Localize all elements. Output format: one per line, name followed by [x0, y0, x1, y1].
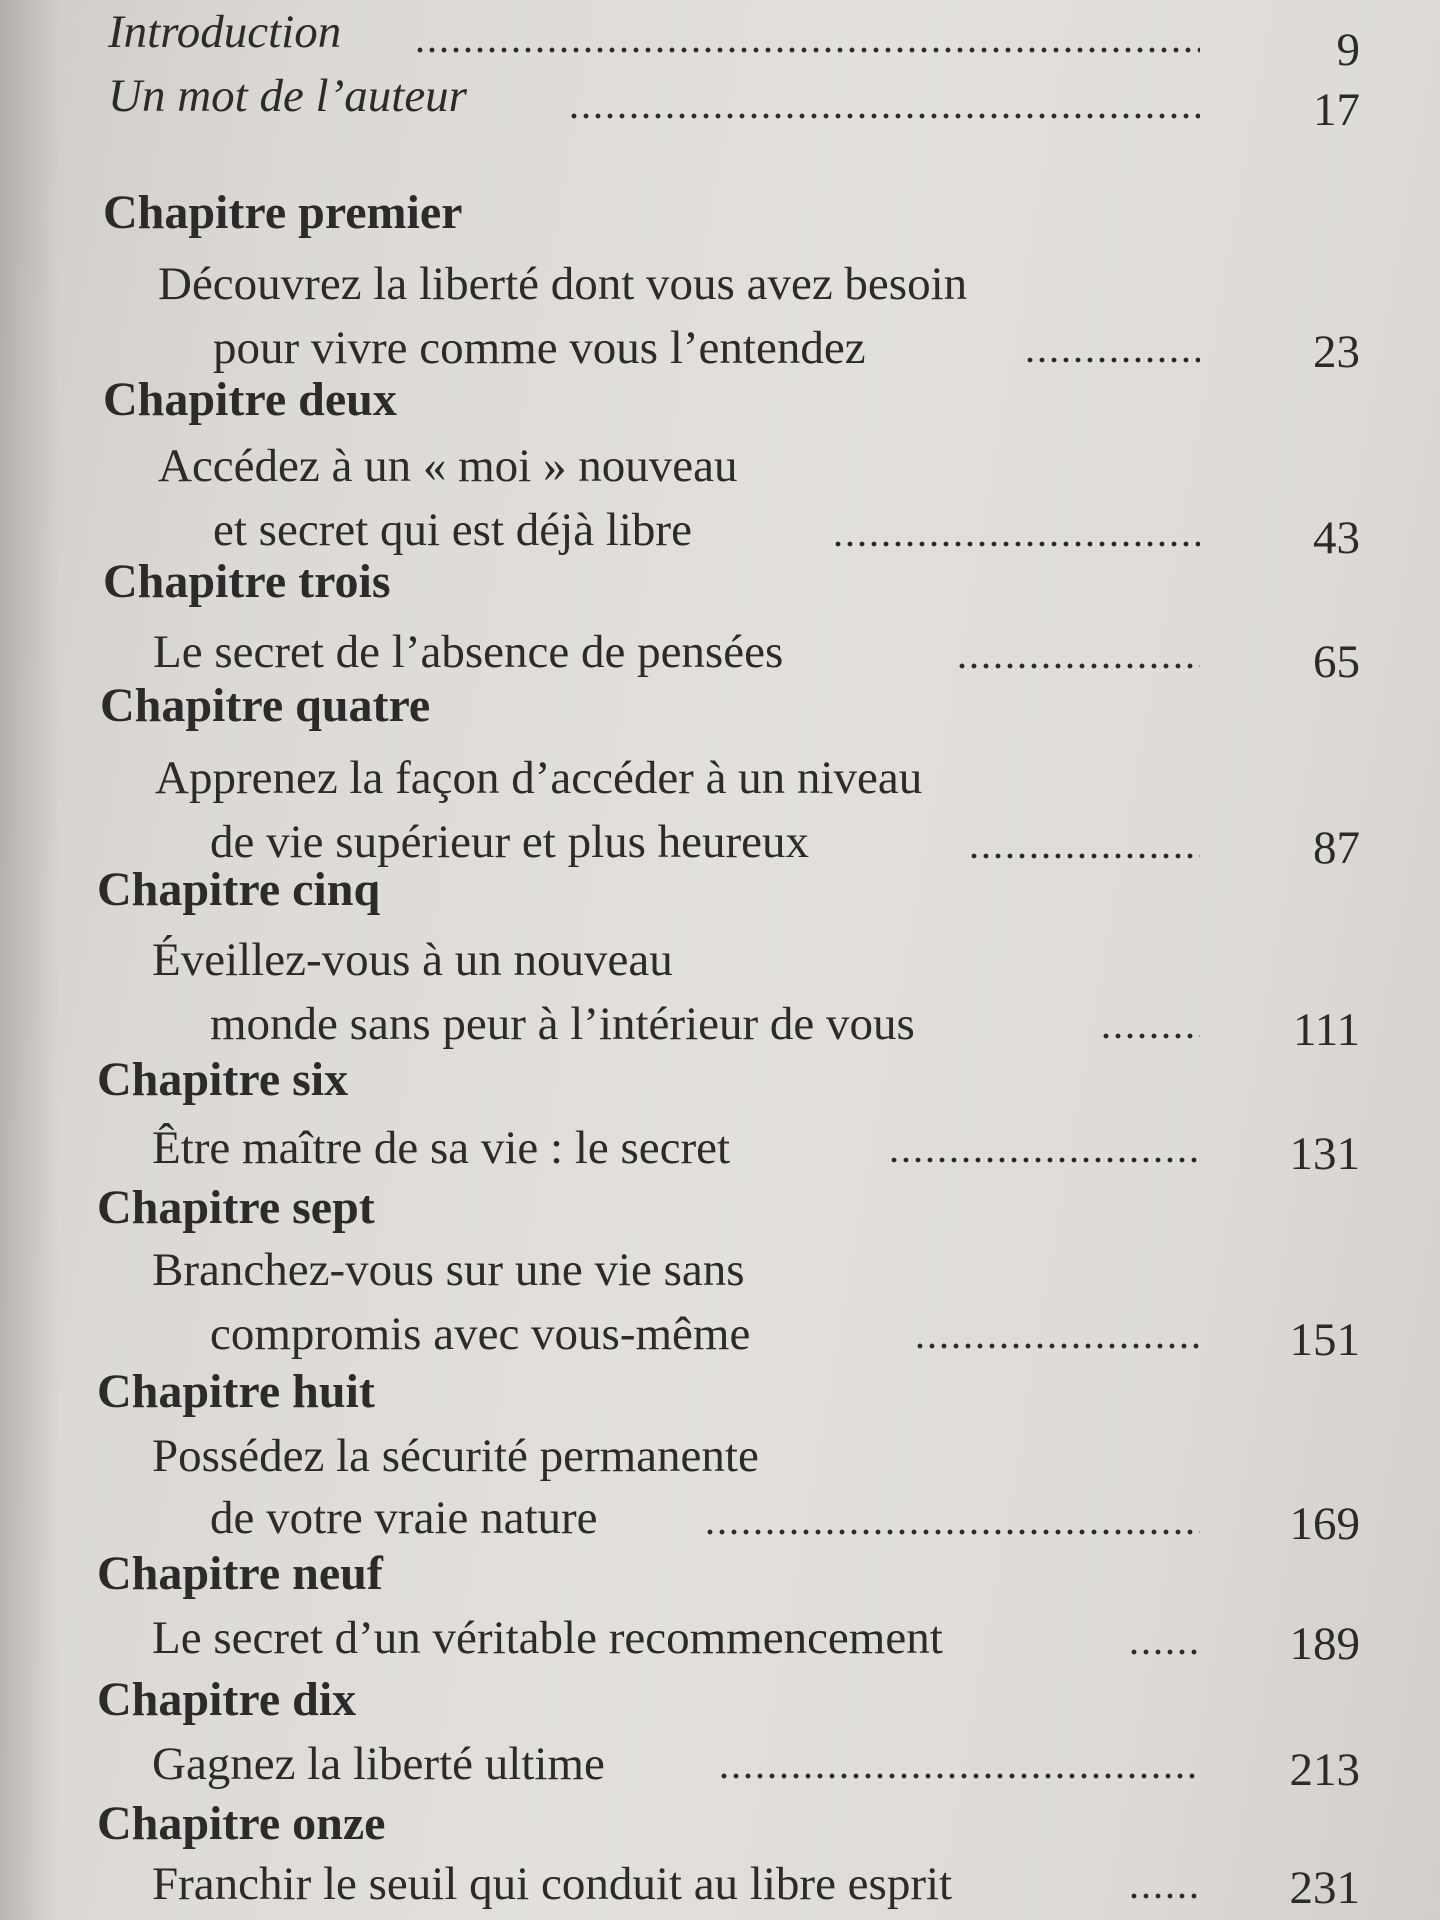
toc-entry-title-line: Accédez à un « moi » nouveau	[158, 440, 738, 492]
chapter-heading: Chapitre dix	[97, 1673, 357, 1726]
toc-entry-page: 169	[1289, 1498, 1360, 1550]
toc-entry-page: 131	[1289, 1128, 1360, 1180]
dot-leader	[914, 1342, 1200, 1350]
toc-entry-title-line: Possédez la sécurité permanente	[152, 1430, 759, 1482]
toc-entry-page: 213	[1289, 1744, 1360, 1796]
dot-leader	[1128, 1648, 1200, 1656]
dot-leader	[704, 1528, 1200, 1536]
toc-entry-title-line: Branchez-vous sur une vie sans	[152, 1244, 745, 1296]
chapter-heading: Chapitre cinq	[97, 863, 381, 916]
toc-entry-title-line: Franchir le seuil qui conduit au libre esprit	[152, 1858, 953, 1910]
toc-entry-page: 43	[1313, 512, 1360, 564]
dot-leader	[832, 540, 1200, 548]
dot-leader	[414, 46, 1200, 54]
toc-entry-title-line: et secret qui est déjà libre	[213, 504, 692, 556]
toc-entry-title: Introduction	[108, 6, 342, 58]
chapter-heading: Chapitre six	[97, 1053, 349, 1106]
chapter-heading: Chapitre neuf	[97, 1547, 383, 1600]
toc-entry-title: Un mot de l’auteur	[108, 70, 467, 122]
toc-entry-title-line: pour vivre comme vous l’entendez	[213, 322, 866, 374]
dot-leader	[888, 1156, 1200, 1164]
toc-entry-title-line: de vie supérieur et plus heureux	[210, 816, 810, 868]
toc-entry-title-line: compromis avec vous-même	[210, 1308, 751, 1360]
toc-entry-page: 23	[1313, 326, 1360, 378]
toc-entry-page: 231	[1289, 1862, 1360, 1914]
chapter-heading: Chapitre huit	[97, 1365, 375, 1418]
toc-entry-title-line: Gagnez la liberté ultime	[152, 1738, 605, 1790]
dot-leader	[956, 662, 1200, 670]
dot-leader	[568, 112, 1200, 120]
dot-leader	[718, 1772, 1200, 1780]
toc-entry-page: 151	[1289, 1314, 1360, 1366]
toc-entry-title-line: Le secret de l’absence de pensées	[153, 626, 784, 678]
toc-entry-title-line: Découvrez la liberté dont vous avez besoin	[158, 258, 968, 310]
chapter-heading: Chapitre quatre	[100, 679, 431, 732]
chapter-heading: Chapitre premier	[103, 186, 463, 239]
chapter-heading: Chapitre trois	[103, 555, 391, 608]
dot-leader	[968, 852, 1200, 860]
chapter-heading: Chapitre sept	[97, 1181, 375, 1234]
toc-entry-title-line: Être maître de sa vie : le secret	[152, 1122, 731, 1174]
toc-entry-page: 189	[1289, 1618, 1360, 1670]
chapter-heading: Chapitre deux	[103, 373, 397, 426]
toc-entry-page: 9	[1336, 24, 1360, 76]
dot-leader	[1100, 1032, 1200, 1040]
toc-entry-title-line: Le secret d’un véritable recommencement	[152, 1612, 943, 1664]
dot-leader	[1024, 356, 1200, 364]
toc-entry-title-line: Éveillez-vous à un nouveau	[152, 934, 673, 986]
toc-entry-title-line: de votre vraie nature	[210, 1492, 598, 1544]
toc-entry-title-line: Apprenez la façon d’accéder à un niveau	[155, 752, 923, 804]
dot-leader	[1128, 1892, 1200, 1900]
toc-entry-title-line: monde sans peur à l’intérieur de vous	[210, 998, 915, 1050]
toc-entry-page: 87	[1313, 822, 1360, 874]
toc-entry-page: 65	[1313, 636, 1360, 688]
toc-entry-page: 111	[1292, 1004, 1360, 1056]
chapter-heading: Chapitre onze	[97, 1797, 386, 1850]
toc-entry-page: 17	[1313, 84, 1360, 136]
